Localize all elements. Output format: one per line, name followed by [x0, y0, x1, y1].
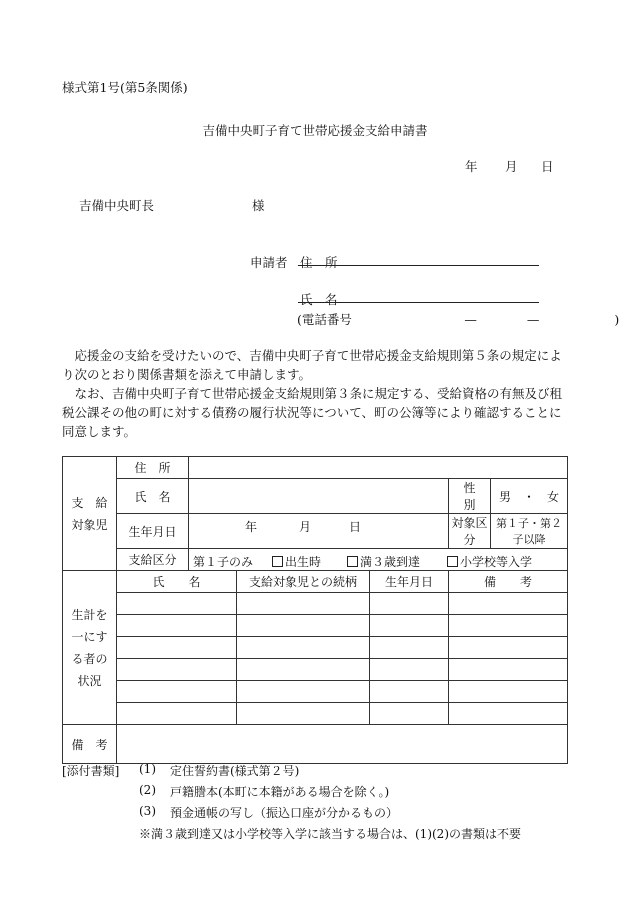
checkbox-icon — [272, 556, 283, 567]
birthdate-field[interactable] — [189, 514, 449, 549]
col-remarks-header: 備 考 — [449, 571, 568, 593]
birth-month: 月 — [299, 520, 312, 534]
application-table — [62, 456, 568, 764]
payment-option-birth[interactable]: 出生時 — [272, 553, 321, 570]
payment-class-label: 支給区分 — [117, 549, 189, 571]
applicant-address-label: 住 所 — [300, 255, 338, 270]
payment-option-school[interactable]: 小学校等入学 — [447, 553, 532, 570]
form-number: 様式第1号(第5条関係) — [62, 80, 188, 95]
date-month: 月 — [505, 159, 518, 174]
target-child-group-label: 支 給 対象児 — [63, 457, 117, 571]
child-address-field[interactable] — [189, 457, 568, 479]
household-group-label: 生計を 一にす る者の 状況 — [63, 571, 117, 725]
birth-year: 年 — [245, 520, 258, 534]
attachment-2-text: 戸籍謄本(本町に本籍がある場合を除く。) — [170, 785, 390, 799]
household-row — [63, 703, 568, 725]
attachment-1-num: (1) — [139, 762, 156, 776]
gender-label: 性 別 — [449, 479, 491, 514]
checkbox-icon — [347, 556, 358, 567]
body-paragraph-2: なお、吉備中央町子育て世帯応援金支給規則第３条に規定する、受給資格の有無及び租税公課その他の町に対する債務の履行状況等について、町の公簿等により確認することに同意します。 — [62, 386, 563, 439]
addressee-honorific: 様 — [252, 198, 265, 213]
remarks-label: 備 考 — [63, 725, 117, 764]
checkbox-icon — [447, 556, 458, 567]
child-name-field[interactable] — [189, 479, 449, 514]
household-row — [63, 681, 568, 703]
child-address-label: 住 所 — [117, 457, 189, 479]
birth-day: 日 — [349, 520, 362, 534]
applicant-name-label: 氏 名 — [300, 292, 338, 307]
attachments-label: [添付書類] — [62, 764, 120, 778]
household-row — [63, 615, 568, 637]
col-relation-header: 支給対象児との続柄 — [237, 571, 370, 593]
payment-option-first-child: 第１子のみ — [193, 555, 254, 569]
body-text — [62, 346, 567, 441]
attachment-2-num: (2) — [139, 783, 156, 797]
col-birth-header: 生年月日 — [370, 571, 449, 593]
col-name-header: 氏 名 — [117, 571, 237, 593]
attachment-3-text: 預金通帳の写し（振込口座が分かるもの） — [170, 806, 399, 820]
applicant-phone: (電話番号 — — ) — [297, 312, 620, 327]
date-day: 日 — [541, 159, 554, 174]
household-row — [63, 637, 568, 659]
payment-option-age3[interactable]: 満３歳到達 — [347, 553, 420, 570]
target-class-value[interactable]: 第１子・第２子以降 — [491, 514, 568, 549]
attachment-note: ※満３歳到達又は小学校等入学に該当する場合は、(1)(2)の書類は不要 — [139, 827, 521, 841]
remarks-field[interactable] — [117, 725, 568, 764]
gender-value[interactable]: 男 ・ 女 — [491, 479, 568, 514]
payment-class-options — [189, 549, 568, 571]
household-row — [63, 593, 568, 615]
child-name-label: 氏 名 — [117, 479, 189, 514]
attachment-3-num: (3) — [139, 804, 156, 818]
address-underline — [298, 265, 539, 266]
body-paragraph-1: 応援金の支給を受けたいので、吉備中央町子育て世帯応援金支給規則第５条の規定により次のとおり関係書類を添えて申請します。 — [62, 348, 562, 382]
household-row — [63, 659, 568, 681]
target-class-label: 対象区分 — [449, 514, 491, 549]
attachment-1-text: 定住誓約書(様式第２号) — [170, 764, 300, 778]
birthdate-label: 生年月日 — [117, 514, 189, 549]
addressee-name: 吉備中央町長 — [79, 198, 155, 213]
date-year: 年 — [465, 159, 478, 174]
form-title: 吉備中央町子育て世帯応援金支給申請書 — [202, 123, 428, 138]
applicant-label: 申請者 — [250, 255, 288, 270]
name-underline — [298, 302, 539, 303]
